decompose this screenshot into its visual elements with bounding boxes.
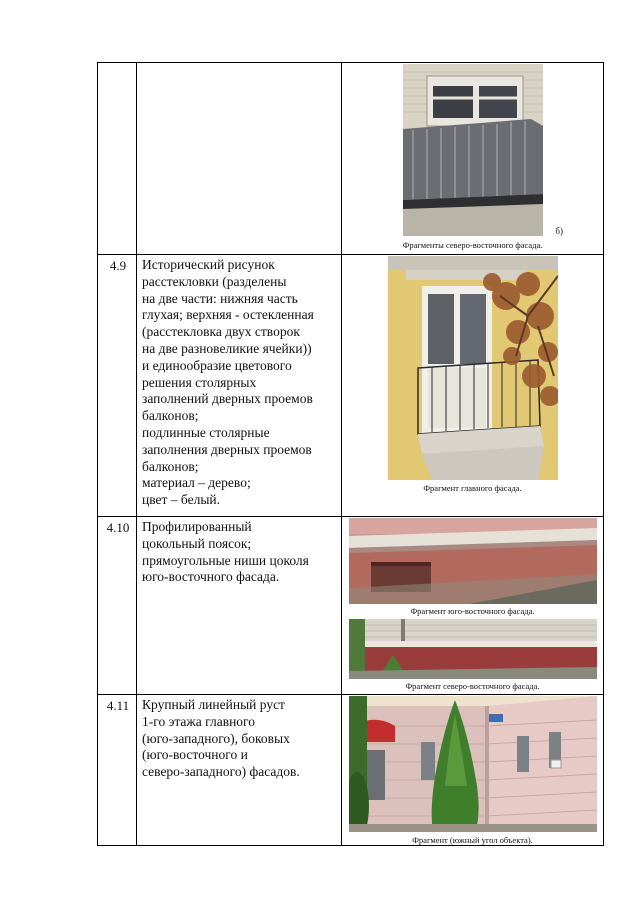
description-text [137,517,341,586]
text-line: Крупный линейный руст [142,697,285,712]
description-text [137,695,341,781]
row-number: 4.10 [106,520,130,535]
text-line: Профилированный [142,519,252,534]
photo-caption: Фрагмент северо-восточного фасада. [405,681,540,691]
photo-cell [342,63,604,255]
row-number: 4.11 [106,698,130,713]
photo-caption: Фрагменты северо-восточного фасада. [402,240,543,250]
photo-cell [342,517,604,695]
photo-caption: Фрагмент юго-восточного фасада. [410,606,535,616]
text-line: прямоугольные ниши цоколя [142,552,309,568]
text-line: расстекловки (разделены [142,273,287,289]
table-row [98,517,604,695]
photo-plinth-northeast [349,619,597,679]
text-line: юго-восточного фасада. [142,569,280,585]
text-line: и единообразие цветового [142,357,292,373]
photo-south-corner [349,696,597,832]
text-line: балконов; [142,408,199,424]
text-line: решения столярных [142,374,257,390]
row-number-cell [98,517,137,695]
text-line: северо-западного) фасадов. [142,764,300,780]
text-line: 1-го этажа главного [142,713,255,729]
text-line: на две части: нижняя часть [142,290,298,306]
text-line: (юго-восточного и [142,747,248,763]
text-line: материал – дерево; [142,475,251,491]
table-row [98,695,604,846]
table-row [98,255,604,517]
description-text [137,255,341,509]
text-line: на две разновеликие ячейки)) [142,340,312,356]
photo-letter: б) [555,226,563,236]
text-line: Исторический рисунок [142,257,275,272]
text-line: подлинные столярные [142,424,270,440]
row-number-cell [98,255,137,517]
document-table [97,62,604,846]
photo-caption: Фрагмент (южный угол объекта). [412,835,533,845]
table-row [98,63,604,255]
photo-caption: Фрагмент главного фасада. [423,483,522,493]
row-number: 4.9 [109,258,127,273]
text-line: (расстекловка двух створок [142,324,300,340]
description-cell [137,517,342,695]
photo-plinth-southeast [349,518,597,604]
photo-balcony-northeast [403,64,543,236]
row-number-cell [98,63,137,255]
text-line: цокольный поясок; [142,535,252,551]
row-number-cell [98,695,137,846]
photo-balcony-main-facade [388,256,558,480]
description-cell [137,63,342,255]
text-line: заполнения дверных проемов [142,441,312,457]
description-cell [137,255,342,517]
photo-cell [342,695,604,846]
text-line: заполнений дверных проемов [142,391,313,407]
text-line: (юго-западного), боковых [142,730,290,746]
description-cell [137,695,342,846]
row-number [98,63,136,66]
text-line: балконов; [142,458,199,474]
text-line: цвет – белый. [142,492,221,508]
photo-cell [342,255,604,517]
caption-row [342,226,603,250]
text-line: глухая; верхняя - остекленная [142,307,314,323]
